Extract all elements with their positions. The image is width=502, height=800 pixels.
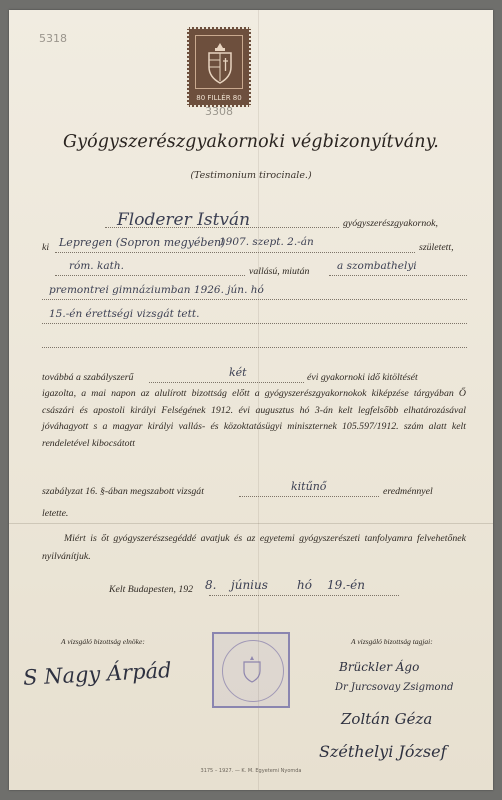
member2-signature: Dr Jurcsovay Zsigmond [335, 682, 454, 693]
chair-label: A vizsgáló bizottság elnöke: [61, 637, 145, 646]
member4-signature: Széthelyi József [319, 742, 447, 761]
official-seal [212, 632, 290, 708]
religion: róm. kath. [69, 260, 124, 272]
seal-crest-icon [241, 656, 263, 684]
exam-result: kitűnő [291, 480, 327, 493]
date-ho: hó [297, 578, 312, 592]
certificate-paragraph: igazolta, a mai napon az alulírott bizottság előtt a gyógyszerészgyakornokok kiképzése tárgyában Ő császári és apostoli királyi Felségének 1912. évi augusztus hó 3-án kelt legfelsőbb elhatározásával jóváhagyott s a magyar királyi vallás- és közoktatásügyi miniszternek 105.597/1912. szám alatt kelt rendeletével kibocsátott [42, 388, 466, 449]
date-month: június [231, 578, 268, 592]
education-1: a szombathelyi [337, 260, 417, 272]
members-label: A vizsgáló bizottság tagjai: [351, 637, 433, 646]
member3-signature: Zoltán Géza [341, 710, 433, 728]
trainee-name: Floderer István [117, 210, 251, 230]
date-year-digit: 8. [205, 578, 217, 592]
practice-years: két [229, 366, 247, 379]
religion-label: vallású, miután [249, 266, 310, 277]
paper-fold [9, 523, 493, 524]
born-label: született, [419, 242, 454, 253]
letette-text: letette. [42, 508, 69, 519]
education-2: premontrei gimnáziumban 1926. jún. hó [49, 284, 264, 296]
name-suffix: gyógyszerészgyakornok, [343, 218, 438, 229]
date-day: 19.-én [327, 578, 365, 592]
education-3: 15.-én érettségi vizsgát tett. [49, 308, 200, 320]
result-suffix: eredménnyel [383, 486, 433, 497]
exam-text: szabályzat 16. §-ában megszabott vizsgát [42, 486, 204, 497]
revenue-stamp [187, 27, 251, 107]
document-title: Gyógyszerészgyakornoki végbizonyítvány. [63, 132, 439, 152]
date-prefix: Kelt Budapesten, 192 [109, 584, 194, 595]
chair-signature: S Nagy Árpád [22, 658, 173, 690]
birthdate: 1907. szept. 2.-án [219, 236, 314, 248]
ki-label: ki [42, 242, 50, 253]
pencil-note: 5318 [39, 32, 67, 45]
closing-paragraph: Miért is őt gyógyszerészsegéddé avatjuk és az egyetemi gyógyszerészeti tanfolyamra felvehetőnek nyilvánítjuk. [42, 533, 466, 562]
member1-signature: Brückler Ágo [339, 660, 420, 674]
printer-footer: 3175 – 1927. — K. M. Egyetemi Nyomda [200, 768, 302, 774]
document-subtitle: (Testimonium tirocinale.) [190, 170, 312, 181]
stamp-value: 80 FILLÉR 80 [196, 94, 242, 102]
birthplace: Lepregen (Sopron megyében) [59, 236, 226, 249]
intro-text: továbbá a szabályszerű [42, 372, 134, 383]
coat-of-arms-icon [203, 41, 237, 85]
certificate-paper [9, 10, 493, 790]
practice-text: évi gyakornoki idő kitöltését [307, 372, 418, 383]
pencil-number: 3308 [205, 105, 233, 118]
